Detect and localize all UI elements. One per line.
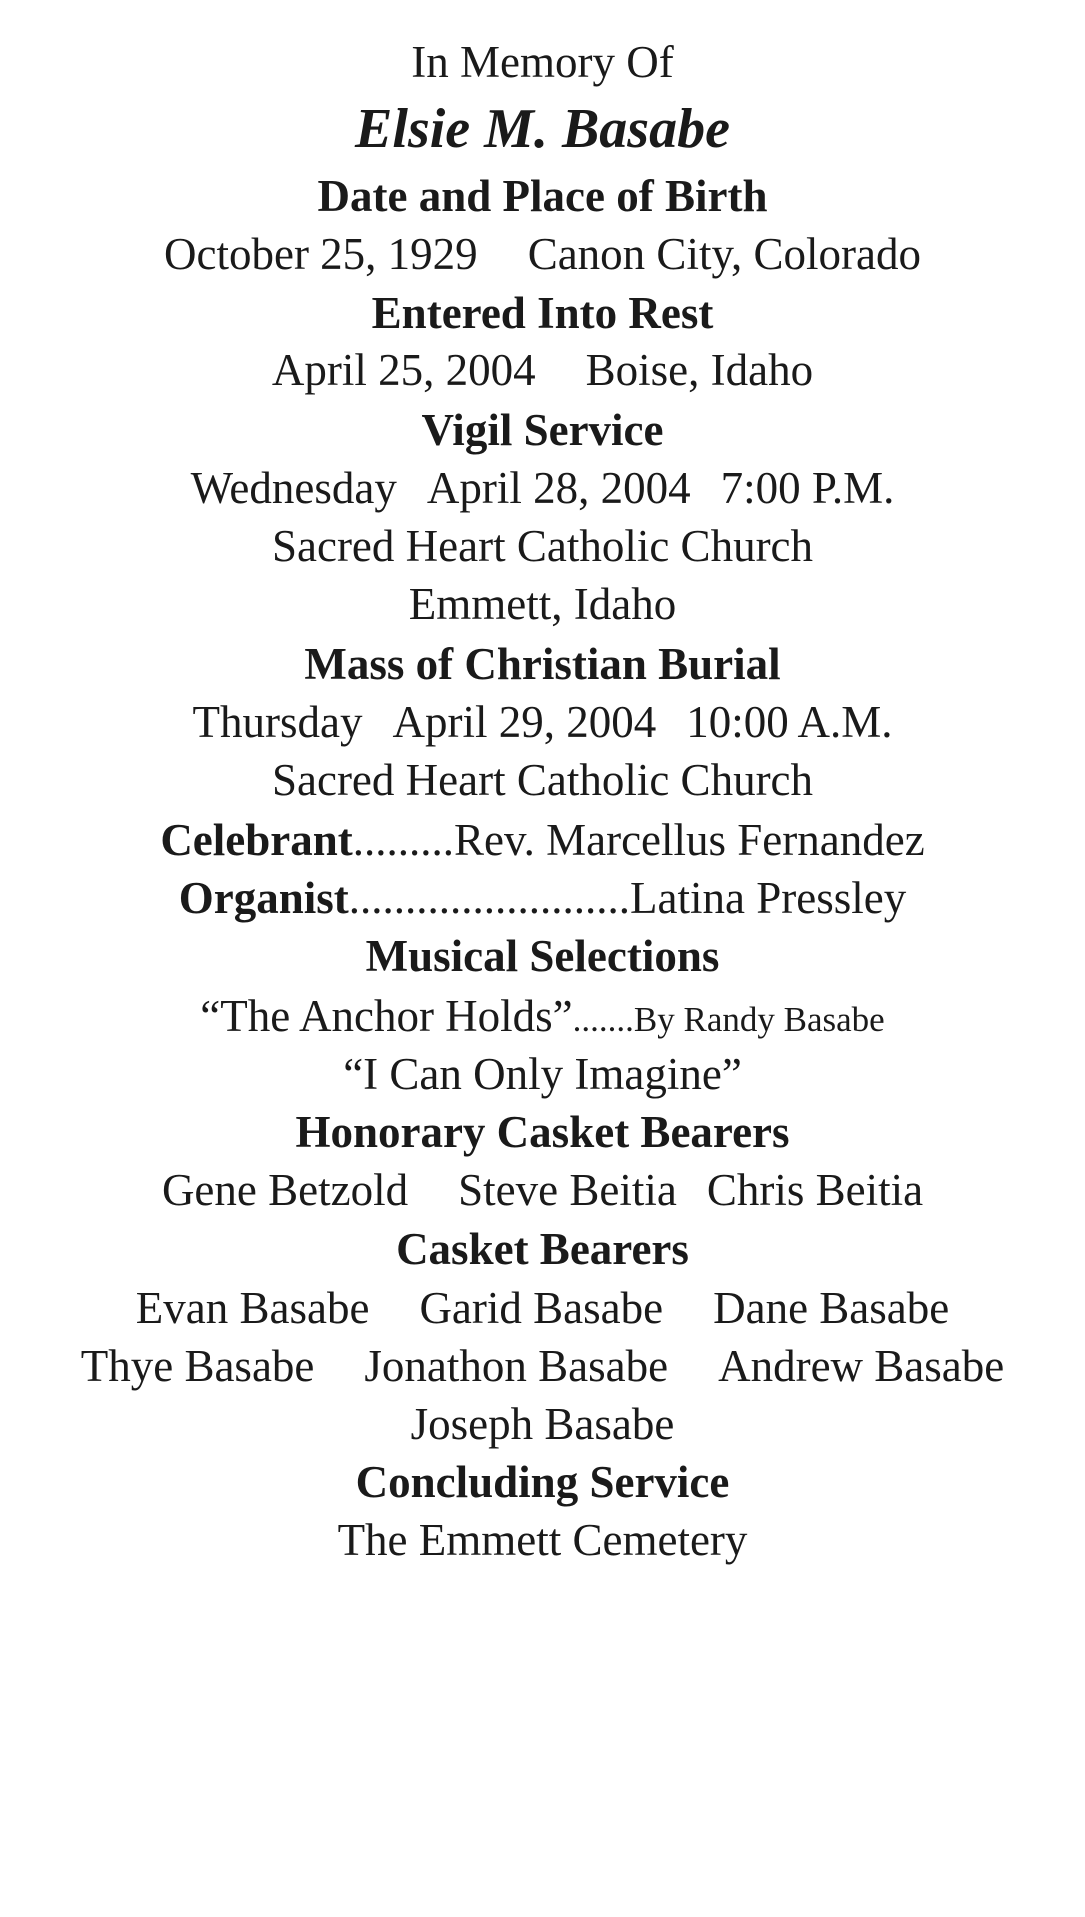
honorary-name: Gene Betzold [161,1165,409,1215]
bearers-row-3 [0,1398,1085,1450]
celebrant-line [0,814,1085,866]
birth-heading: Date and Place of Birth [317,171,768,221]
mass-datetime [0,696,1085,748]
celebrant-name: Rev. Marcellus Fernandez [454,815,925,865]
rest-place: Boise, Idaho [585,345,814,395]
concluding-place: The Emmett Cemetery [337,1515,748,1565]
organist-name: Latina Pressley [630,873,907,923]
bearers-heading: Casket Bearers [396,1224,689,1274]
honorary-names [0,1164,1085,1216]
honorary-name: Chris Beitia [706,1165,924,1215]
deceased-name: Elsie M. Basabe [355,98,730,160]
concluding-heading: Concluding Service [355,1457,730,1507]
organist-role: Organist [178,873,349,923]
bearers-row-1 [0,1282,1085,1334]
honorary-name: Steve Beitia [458,1165,677,1215]
song2-title: “I Can Only Imagine” [343,1049,742,1099]
song1-title: “The Anchor Holds” [200,991,573,1041]
music-heading: Musical Selections [365,931,720,981]
mass-date: April 29, 2004 [392,697,657,747]
honorary-heading: Honorary Casket Bearers [295,1107,790,1157]
bearer-name: Evan Basabe [135,1283,370,1333]
bearer-name: Joseph Basabe [410,1399,675,1449]
mass-church: Sacred Heart Catholic Church [271,755,814,805]
vigil-church: Sacred Heart Catholic Church [271,521,814,571]
vigil-date: April 28, 2004 [426,463,691,513]
birth-line [0,228,1085,280]
organist-line [0,872,1085,924]
birth-place: Canon City, Colorado [527,229,921,279]
vigil-day: Wednesday [190,463,397,513]
organist-dots: ......................... [348,873,631,923]
vigil-time: 7:00 P.M. [720,463,895,513]
bearer-name: Dane Basabe [713,1283,950,1333]
bearer-name: Thye Basabe [80,1341,315,1391]
bearer-name: Andrew Basabe [718,1341,1005,1391]
bearer-name: Garid Basabe [419,1283,664,1333]
song1-dots: ....... [572,1000,634,1039]
bearer-name: Jonathon Basabe [364,1341,669,1391]
vigil-heading: Vigil Service [421,405,664,455]
rest-line [0,344,1085,396]
song1-by: By Randy Basabe [633,1000,885,1039]
mass-time: 10:00 A.M. [686,697,893,747]
vigil-city: Emmett, Idaho [408,579,677,629]
bearers-row-2 [0,1340,1085,1392]
celebrant-dots: ......... [352,815,455,865]
mass-heading: Mass of Christian Burial [304,639,781,689]
vigil-datetime [0,462,1085,514]
mass-day: Thursday [192,697,363,747]
celebrant-role: Celebrant [160,815,353,865]
rest-date: April 25, 2004 [271,345,536,395]
song1-line [0,990,1085,1046]
birth-date: October 25, 1929 [164,229,478,279]
intro-text: In Memory Of [411,37,674,87]
rest-heading: Entered Into Rest [371,288,714,338]
